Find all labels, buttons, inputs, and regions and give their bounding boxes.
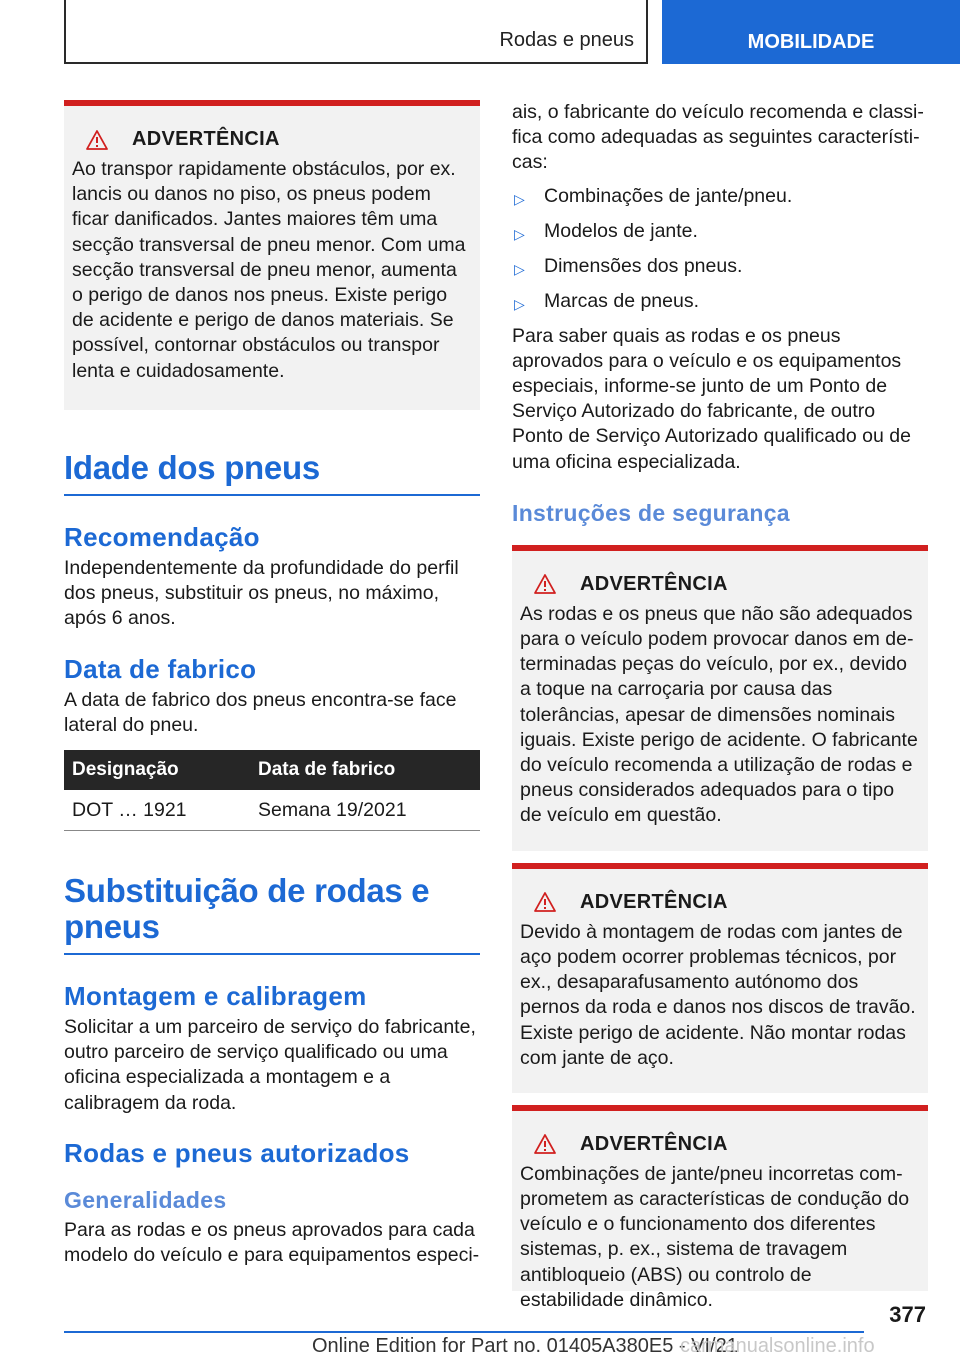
- paragraph-recommendation: Independentemente da profundidade do perfil dos pneus, substituir os pneus, no máximo, após 6 anos.: [64, 557, 459, 630]
- paragraph-continuation: ais, o fabricante do veículo recomenda e classifica como adequadas as seguintes características:: [512, 101, 924, 174]
- heading-tire-age: Idade dos pneus: [64, 450, 480, 496]
- list-item: [512, 219, 928, 247]
- table-header-cell: Designação: [64, 750, 250, 790]
- warning-text: Devido à montagem de rodas com jantes de aço podem ocorrer problemas técnicos, por ex., desaparafusamento autónomo dos pernos da roda e danos nos discos de travão. Existe perigo de acidente. Não montar rodas com jante de aço.: [520, 920, 916, 1069]
- warning-title: ADVERTÊNCIA: [580, 572, 728, 595]
- warning-box: [64, 100, 480, 410]
- triangle-bullet-icon: ▷: [514, 225, 525, 242]
- warning-text: Combinações de jante/pneu incorretas comprometem as características de condução do veículo e o funcionamento dos diferentes sistemas, p. ex., sistema de travagem antibloqueio (ABS) ou controlo de estabilidade dinâmico.: [520, 1162, 910, 1311]
- heading-recommendation: Recomendação: [64, 522, 260, 552]
- heading-mounting: Montagem e calibragem: [64, 981, 367, 1012]
- left-column: [64, 100, 480, 1268]
- warning-triangle-icon: [86, 130, 108, 150]
- heading-safety: Instruções de segurança: [512, 499, 790, 526]
- table-row: [64, 790, 480, 831]
- list-item: [512, 289, 928, 317]
- page-number: 377: [889, 1302, 926, 1327]
- header-section-box: [64, 0, 648, 64]
- warning-header: [520, 573, 920, 596]
- list-item: [512, 184, 928, 212]
- warning-title: ADVERTÊNCIA: [132, 128, 280, 150]
- triangle-bullet-icon: ▷: [514, 295, 525, 312]
- paragraph-mounting: Solicitar a um parceiro de serviço do fabricante, outro parceiro de serviço qualificado ou uma oficina especializada a montagem e a calibragem da roda.: [64, 1016, 476, 1114]
- paragraph-approved: Para saber quais as rodas e os pneus aprovados para o veículo e os equipamentos especiais, informe-se junto de um Ponto de Serviço Autorizado do fabricante, de outro Ponto de Serviço Autorizado qualificado ou de uma oficina especializada.: [512, 324, 911, 473]
- paragraph-general: Para as rodas e os pneus aprovados para cada modelo do veículo e para equipamentos especi-: [64, 1218, 480, 1267]
- list-item: [512, 254, 928, 282]
- header-chapter-tab: MOBILIDADE: [662, 0, 960, 64]
- list-item-text: Combinações de jante/pneu.: [544, 184, 793, 207]
- manufacture-date-table: [64, 750, 480, 831]
- warning-title: ADVERTÊNCIA: [580, 1132, 728, 1155]
- table-header-row: [64, 750, 480, 790]
- triangle-bullet-icon: ▷: [514, 260, 525, 277]
- heading-authorized: Rodas e pneus autorizados: [64, 1137, 410, 1168]
- warning-box: [512, 863, 928, 1093]
- header-section-title: Rodas e pneus: [499, 29, 634, 51]
- warning-triangle-icon: [534, 892, 556, 912]
- warning-box: [512, 545, 928, 851]
- watermark: carmanualsonline.info: [680, 1335, 875, 1357]
- table-header-cell: Data de fabrico: [250, 750, 480, 790]
- warning-text: Ao transpor rapidamente obstáculos, por ex. lancis ou danos no piso, os pneus podem ficar danificados. Jantes maiores têm uma secção transversal de pneu menor. Com uma secção transversal de pneu menor, aumenta o perigo de danos nos pneus. Existe perigo de acidente e perigo de danos materiais. Se possível, contornar obstáculos ou transpor lenta e cuidadosamente.: [72, 158, 466, 382]
- warning-header: [72, 128, 472, 151]
- warning-box: [512, 1105, 928, 1311]
- heading-manufacture-date: Data de fabrico: [64, 653, 257, 684]
- warning-triangle-icon: [534, 574, 556, 594]
- footer-edition: Online Edition for Part no. 01405A380E5 - VI/21: [312, 1335, 738, 1357]
- paragraph-manufacture-date: A data de fabrico dos pneus encontra-se face lateral do pneu.: [64, 688, 457, 736]
- warning-header: [520, 891, 920, 914]
- right-column: [512, 100, 928, 1311]
- footer-rule: [64, 1331, 864, 1333]
- warning-text: As rodas e os pneus que não são adequados para o veículo podem provocar danos em determinadas peças do veículo, por ex., devido a toque na carroçaria por causa das tolerâncias, apesar de dimensões nominais iguais. Existe perigo de acidente. O fabricante do veículo recomenda a utilização de rodas e pneus considerados adequados para o tipo de veículo em questão.: [520, 602, 918, 827]
- list-item-text: Dimensões dos pneus.: [544, 254, 743, 277]
- list-item-text: Modelos de jante.: [544, 219, 698, 242]
- warning-triangle-icon: [534, 1134, 556, 1154]
- table-cell: Semana 19/2021: [250, 790, 480, 831]
- heading-replacement: Substituição de rodas e pneus: [64, 873, 480, 955]
- list-item-text: Marcas de pneus.: [544, 289, 700, 312]
- table-cell: DOT … 1921: [64, 790, 250, 831]
- warning-header: [520, 1133, 920, 1156]
- triangle-bullet-icon: ▷: [514, 190, 525, 207]
- heading-general: Generalidades: [64, 1186, 227, 1213]
- warning-title: ADVERTÊNCIA: [580, 890, 728, 913]
